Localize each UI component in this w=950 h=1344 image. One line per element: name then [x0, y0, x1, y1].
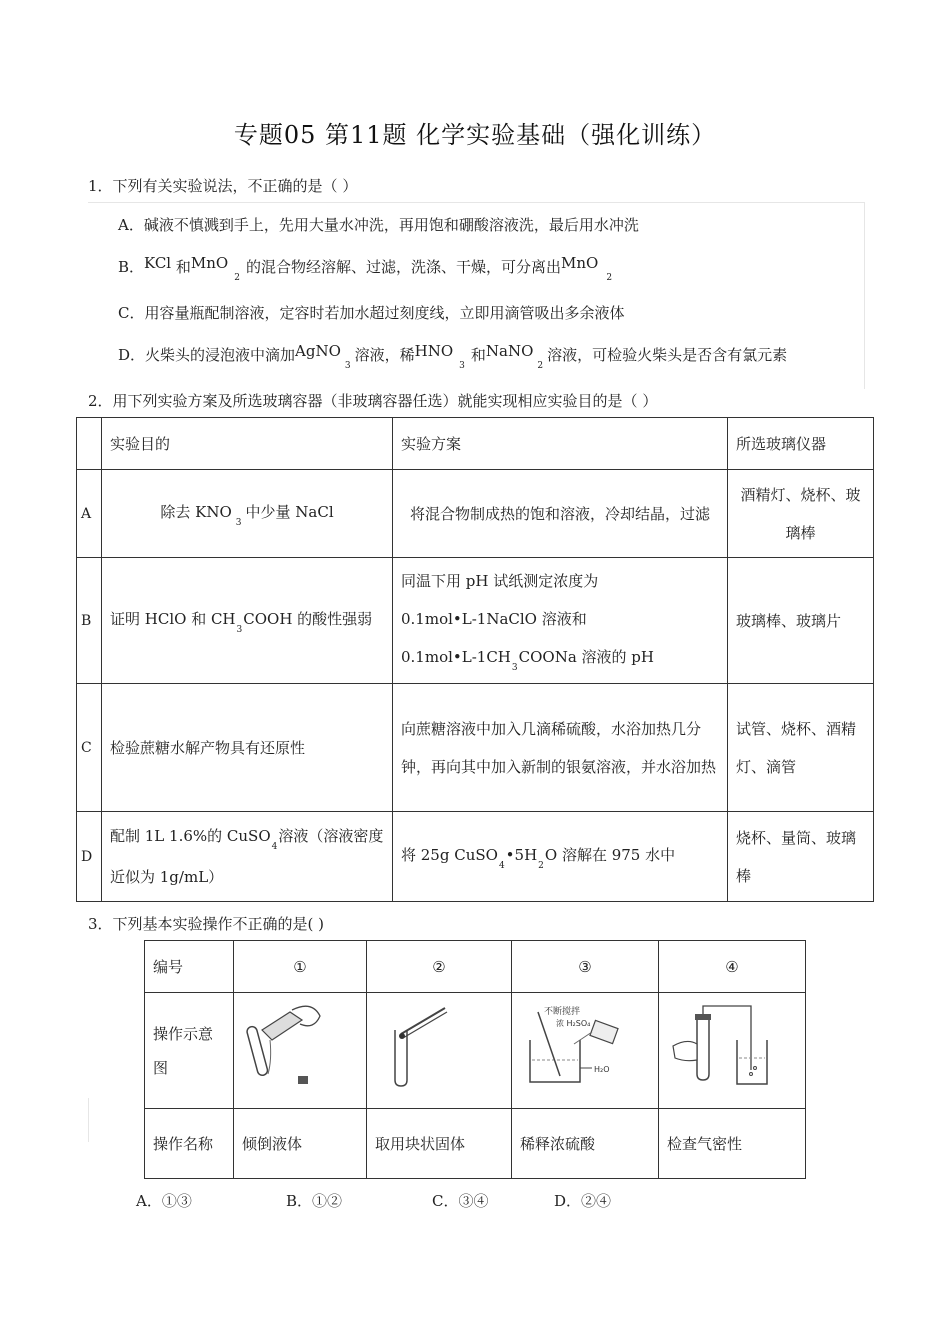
q2-table — [76, 417, 874, 902]
row-label: B — [77, 558, 102, 684]
q3-answer-c[interactable]: C．③④ — [432, 1192, 489, 1210]
row-plan: 向蔗糖溶液中加入几滴稀硫酸，水浴加热几分钟，再向其中加入新制的银氨溶液，并水浴加热 — [393, 684, 728, 812]
row-tools: 烧杯、量筒、玻璃棒 — [728, 812, 874, 902]
airtight-check-icon — [667, 1000, 777, 1088]
q3-table — [144, 940, 806, 1179]
q1-option-c[interactable]: C．用容量瓶配制溶液，定容时若加水超过刻度线，立即用滴管吸出多余液体 — [118, 304, 625, 322]
table-row — [77, 470, 874, 558]
dilute-acid-figure — [512, 993, 659, 1109]
take-solid-figure — [367, 993, 512, 1109]
number-3: ③ — [512, 941, 659, 993]
test-tube-pouring-icon — [242, 1000, 330, 1088]
row-plan: 同温下用 pH 试纸测定浓度为 0.1mol•L-1NaClO 溶液和 $0.1mol•L-1CH_3COONa$ 溶液的 pH — [393, 558, 728, 684]
row-label: A — [77, 470, 102, 558]
name-row-label: 操作名称 — [145, 1109, 234, 1179]
number-4: ④ — [659, 941, 806, 993]
beaker-stirring-icon — [520, 1000, 630, 1088]
q1-stem: 1．下列有关实验说法，不正确的是（ ） — [88, 177, 358, 195]
pour-liquid-figure — [234, 993, 367, 1109]
row-goal: 配制 1L 1.6%的 CuSO$_4$溶液（溶液密度近似为 1g/mL） — [102, 812, 393, 902]
row-tools: 酒精灯、烧杯、玻璃棒 — [728, 470, 874, 558]
tweezers-tube-icon — [375, 1000, 463, 1088]
header-tools: 所选玻璃仪器 — [728, 418, 874, 470]
table-row — [77, 684, 874, 812]
row-tools: 试管、烧杯、酒精灯、滴管 — [728, 684, 874, 812]
table-row — [145, 941, 806, 993]
margin-line — [88, 1098, 89, 1142]
row-plan: 将 25g $CuSO_4•5H_2O$ 溶解在 975 水中 — [393, 812, 728, 902]
op-name-4: 检查气密性 — [659, 1109, 806, 1179]
header-plan: 实验方案 — [393, 418, 728, 470]
row-tools: 玻璃棒、玻璃片 — [728, 558, 874, 684]
op-name-2: 取用块状固体 — [367, 1109, 512, 1179]
row-plan: 将混合物制成热的饱和溶液，冷却结晶，过滤 — [393, 470, 728, 558]
op-name-1: 倾倒液体 — [234, 1109, 367, 1179]
col-number-header: 编号 — [145, 941, 234, 993]
header-blank — [77, 418, 102, 470]
row-label: C — [77, 684, 102, 812]
table-row — [77, 558, 874, 684]
header-goal: 实验目的 — [102, 418, 393, 470]
water-label: H₂O — [594, 1064, 610, 1074]
check-airtight-figure — [659, 993, 806, 1109]
q3-answer-b[interactable]: B．①② — [286, 1192, 343, 1210]
q1-option-d[interactable]: D．火柴头的浸泡液中滴加AgNO$_3$溶液，稀$HNO_3$和NaNO$_2$溶液，可检验火柴头是否含有氯元素 — [118, 342, 788, 371]
row-goal: 除去 $KNO_3$中少量 NaCl — [102, 470, 393, 558]
q3-answer-a[interactable]: A．①③ — [136, 1192, 192, 1210]
op-name-3: 稀释浓硫酸 — [512, 1109, 659, 1179]
q1-option-a[interactable]: A．碱液不慎溅到手上，先用大量水冲洗，再用饱和硼酸溶液洗，最后用水冲洗 — [118, 216, 639, 234]
page-title: 专题05 第11题 化学实验基础（强化训练） — [233, 121, 717, 149]
q3-stem: 3．下列基本实验操作不正确的是( ) — [88, 915, 325, 933]
table-row — [145, 1109, 806, 1179]
row-goal: 证明 HClO 和 $CH_3COOH$ 的酸性强弱 — [102, 558, 393, 684]
number-1: ① — [234, 941, 367, 993]
table-row — [77, 812, 874, 902]
diagram-row-label: 操作示意图 — [145, 993, 234, 1109]
q1-option-b[interactable]: B．KCl 和MnO$_2$的混合物经溶解、过滤，洗涤、干燥，可分离出MnO$_2$ — [118, 254, 613, 283]
q3-answer-d[interactable]: D．②④ — [554, 1192, 612, 1210]
number-2: ② — [367, 941, 512, 993]
stir-label: 不断搅拌 — [544, 1006, 581, 1017]
table-row — [145, 993, 806, 1109]
acid-label: 浓 H₂SO₄ — [556, 1018, 591, 1028]
row-label: D — [77, 812, 102, 902]
q2-stem: 2．用下列实验方案及所选玻璃容器（非玻璃容器任选）就能实现相应实验目的是（ ） — [88, 392, 658, 410]
table-header-row — [77, 418, 874, 470]
row-goal: 检验蔗糖水解产物具有还原性 — [102, 684, 393, 812]
